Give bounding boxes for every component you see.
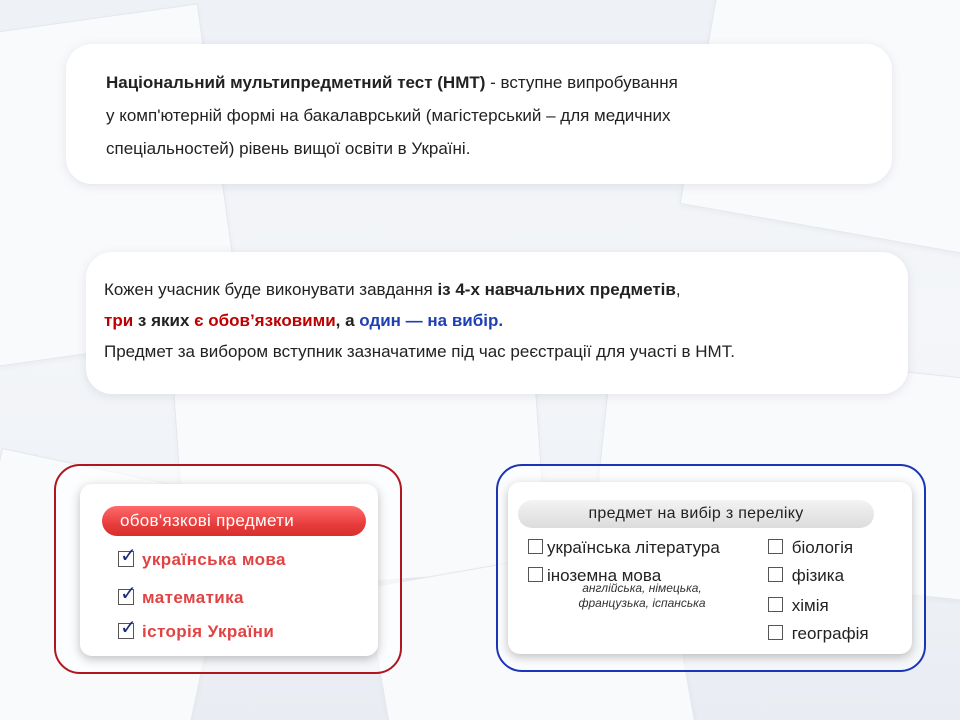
- required-subjects-panel: [80, 484, 378, 656]
- info-part1: Кожен учасник буде виконувати завдання: [104, 280, 438, 299]
- elective-chemistry: хімія: [768, 596, 829, 616]
- checkbox-checked-icon: ✓: [120, 617, 138, 639]
- required-item-math: ✓ математика: [120, 583, 244, 607]
- intro-line3: спеціальностей) рівень вищої освіти в Україні.: [106, 139, 471, 158]
- elective-subjects-box: [496, 464, 926, 672]
- info-card: [86, 252, 908, 394]
- checkbox-checked-icon: ✓: [120, 545, 138, 567]
- checkbox-empty-icon: [768, 539, 783, 554]
- required-subjects-title: обов'язкові предмети: [102, 506, 366, 536]
- required-subjects-box: [54, 464, 402, 674]
- info-part1-bold: із 4-х навчальних предметів: [437, 280, 676, 299]
- info-by-choice: — на вибір.: [400, 311, 504, 330]
- checkbox-empty-icon: [528, 567, 543, 582]
- info-one: один: [359, 311, 401, 330]
- checkbox-checked-icon: ✓: [120, 583, 138, 605]
- intro-bold: Національний мультипредметний тест (НМТ): [106, 73, 486, 92]
- info-text: [104, 274, 904, 336]
- elective-ukr-literature: українська література: [528, 538, 720, 558]
- elective-geography: географія: [768, 624, 869, 644]
- elective-foreign-language: іноземна мова: [528, 566, 661, 586]
- info-three: три: [104, 311, 134, 330]
- checkbox-empty-icon: [768, 625, 783, 640]
- intro-line1-rest: - вступне випробування: [485, 73, 678, 92]
- info-mandatory: є обов’язковими: [194, 311, 336, 330]
- required-item-history: ✓ історія України: [120, 617, 275, 641]
- intro-card: [66, 44, 892, 184]
- elective-biology: біологія: [768, 538, 853, 558]
- intro-text: [106, 66, 886, 165]
- elective-subjects-title: предмет на вибір з переліку: [518, 500, 874, 528]
- info-comma: ,: [675, 280, 681, 299]
- elective-subjects-panel: [508, 482, 912, 654]
- foreign-language-note: англійська, німецька, французька, іспанська: [578, 581, 706, 610]
- required-item-ukrainian: ✓ українська мова: [120, 545, 286, 569]
- elective-physics: фізика: [768, 566, 844, 586]
- checkbox-empty-icon: [528, 539, 543, 554]
- intro-line2: у комп'ютерній формі на бакалаврський (магістерський – для медичних: [106, 106, 671, 125]
- info-and: , а: [335, 311, 360, 330]
- info-of-which: з яких: [133, 311, 195, 330]
- checkbox-empty-icon: [768, 567, 783, 582]
- checkbox-empty-icon: [768, 597, 783, 612]
- info-line3: Предмет за вибором вступник зазначатиме під час реєстрації для участі в НМТ.: [104, 342, 735, 361]
